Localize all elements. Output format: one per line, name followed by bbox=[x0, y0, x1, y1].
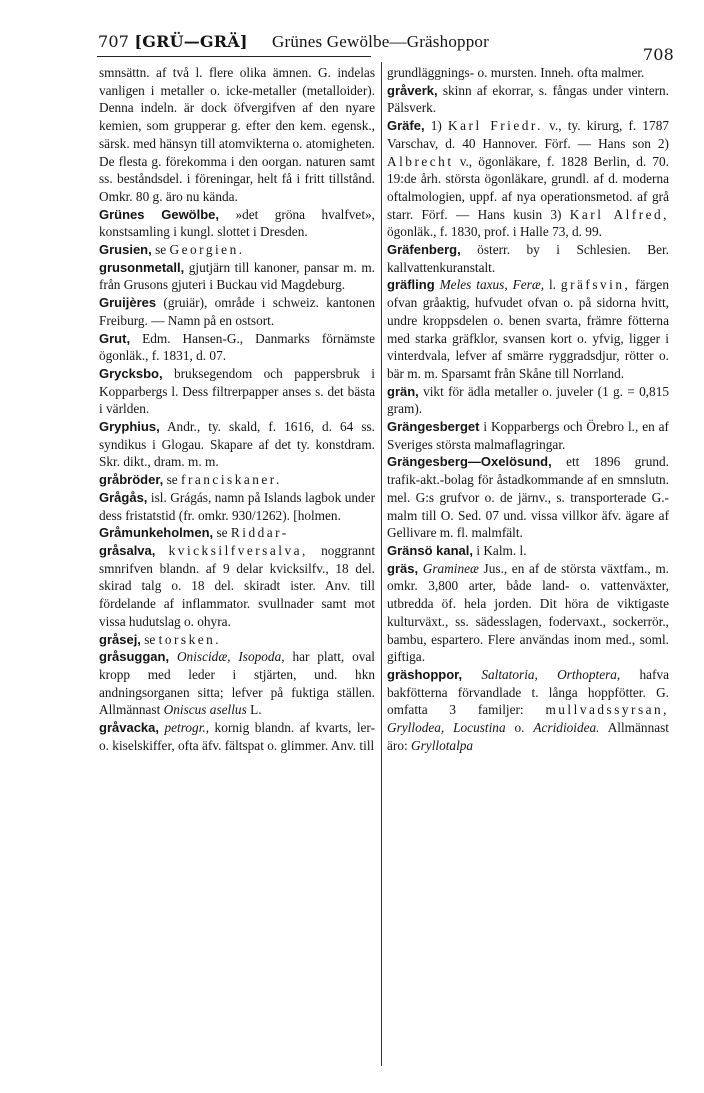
right-column bbox=[387, 64, 669, 754]
dictionary-entry bbox=[387, 383, 669, 418]
entry-text: skinn af ekorrar, s. fångas under vintern. Pälsverk. bbox=[387, 82, 669, 116]
entry-text: ett 1896 grund. trafik-akt.-bolag för åstadkommande af en smnslutn. mel. G:s grufvor o. de järnv., s. transporterade G.-malm till O. Sed. 07 und. vissa villkor äfv. ägare af Gellivare m. fl. malmfält. bbox=[387, 454, 669, 541]
dictionary-entry bbox=[99, 365, 375, 418]
dictionary-entry bbox=[387, 82, 669, 117]
entry-headword: grän, bbox=[387, 383, 419, 399]
dictionary-entry bbox=[99, 631, 375, 649]
entry-text: l. bbox=[548, 277, 556, 293]
entry-text: 1) bbox=[430, 118, 442, 134]
running-title: Grünes Gewölbe—Gräshoppor bbox=[272, 32, 489, 51]
dictionary-entry bbox=[99, 542, 375, 631]
entry-headword: gråsuggan, bbox=[99, 649, 170, 665]
entry-text: franciskaner. bbox=[181, 472, 282, 488]
dictionary-entry bbox=[99, 524, 375, 542]
dictionary-entry bbox=[387, 64, 669, 82]
dictionary-entry bbox=[387, 666, 669, 755]
dictionary-entry bbox=[99, 206, 375, 241]
entry-headword: gräfling bbox=[387, 277, 435, 293]
entry-text: gjutjärn till kanoner, pansar m. m. från Grusons gjuteri i Buckau vid Magdeburg. bbox=[99, 259, 375, 293]
page-header bbox=[0, 0, 704, 66]
dictionary-entry bbox=[99, 294, 375, 329]
entry-text: noggrannt smnrifven blandn. af 9 delar kvicksilfv., 18 del. skirad talg o. 18 del. skiradt ister. Anv. till fördelande af inflammator. svullnader samt mot vissa hudutslag o. ohyra. bbox=[99, 542, 376, 629]
dictionary-entry bbox=[99, 241, 375, 259]
dictionary-entry bbox=[99, 489, 375, 524]
entry-headword: Grut, bbox=[99, 330, 131, 346]
entry-text: Saltatoria, Orthoptera, bbox=[481, 666, 621, 682]
dictionary-entry bbox=[387, 453, 669, 542]
entry-text: Gryllodea, Locustina bbox=[387, 720, 506, 736]
dictionary-entry bbox=[99, 719, 375, 754]
entry-text: har platt, oval kropp med leder i stjärten, und. hkn andningsorganen sitta; lefver på fuktiga ställen. Allmännast bbox=[99, 649, 376, 718]
dictionary-entry bbox=[387, 560, 669, 666]
dictionary-entry bbox=[99, 418, 375, 471]
entry-text: Andr., ty. skald, f. 1616, d. 64 ss. syndikus i Glogau. Skapare af det ty. konstdram. Skr. dikt., dram. m. m. bbox=[99, 419, 375, 470]
entry-headword: gråsej, bbox=[99, 631, 141, 647]
entry-text: i Kalm. l. bbox=[476, 542, 527, 558]
entry-text: hafva bakfötterna förvandlade t. långa hoppfötter. G. omfatta 3 familjer: bbox=[387, 666, 669, 718]
entry-headword: gråverk, bbox=[387, 82, 438, 98]
entry-headword: gräshoppor, bbox=[387, 666, 463, 682]
entry-headword: Gruijères bbox=[99, 295, 157, 311]
entry-text: Karl Friedr. bbox=[448, 118, 543, 134]
entry-text: österr. by i Schlesien. Ber. kallvattenkuranstalt. bbox=[387, 242, 669, 275]
entry-text: »det gröna hvalfvet», konstsamling i kungl. slottet i Dresden. bbox=[99, 206, 375, 240]
entry-text: i Kopparbergs och Örebro l., en af Sveriges största malmaflagringar. bbox=[387, 419, 669, 452]
entry-text: se bbox=[166, 472, 178, 488]
entry-text: Oniscidæ, Isopoda, bbox=[176, 649, 285, 665]
entry-headword: Gräfenberg, bbox=[387, 242, 461, 258]
entry-text: o. bbox=[514, 720, 525, 736]
dictionary-entry bbox=[387, 276, 669, 382]
entry-text: kvicksilfversalva, bbox=[168, 542, 308, 558]
entry-headword: Grängesberg—Oxelösund, bbox=[387, 454, 552, 470]
entry-text: Gramineæ bbox=[422, 560, 479, 576]
entry-text: bruksegendom och pappersbruk i Kopparbergs l. Dess filtrerpapper anses s. det bästa i världen. bbox=[99, 365, 375, 417]
entry-text: Meles taxus, Feræ, bbox=[439, 277, 545, 293]
left-page-number: 707 bbox=[98, 32, 130, 51]
entry-text: se bbox=[144, 631, 156, 647]
entry-text: Allmännast äro: bbox=[387, 720, 669, 753]
dictionary-entry bbox=[387, 542, 669, 560]
entry-text: smnsättn. af två l. flere olika ämnen. G. indelas vanligen i metaller o. icke-metaller (metalloider). Denna indeln. är dock öfvergifven af den nyare kemien, som grupperar g. efter den kem. egensk., särsk. med hänsyn till atomvikterna o. atomigheten. De flesta g. förekomma i den oorgan. naturen samt ss. beståndsdel. i föreningar, helt få i fritt tillstånd. Omkr. 80 g. äro nu kända. bbox=[99, 65, 375, 204]
entry-text: v., ögonläkare, f. 1828 Berlin, d. 70. 19:de årh. största ögonläkare, grundl. af d. moderna oftalmologien, uppf. af nya operationsmetod. af grå starr. Förf. — Hans kusin 3) bbox=[387, 153, 669, 222]
entry-text: se bbox=[155, 242, 167, 258]
entry-text: Oniscus asellus bbox=[163, 702, 247, 718]
entry-text: vikt för ädla metaller o. juveler (1 g. = 0,815 gram). bbox=[387, 383, 669, 417]
entry-headword: Grünes Gewölbe, bbox=[99, 206, 220, 222]
entry-text: mullvadssyrsan, bbox=[545, 702, 669, 718]
entry-headword: gråbröder, bbox=[99, 472, 164, 488]
dictionary-entry bbox=[99, 64, 375, 206]
entry-headword: Gråmunkeholmen, bbox=[99, 525, 214, 541]
entry-text: kornig blandn. af kvarts, ler- o. kiselskiffer, ofta äfv. fältspat o. glimmer. Anv. till bbox=[99, 720, 376, 753]
dictionary-entry bbox=[99, 471, 375, 489]
entry-text: gräfsvin, bbox=[560, 277, 631, 293]
entry-text: petrogr., bbox=[164, 720, 210, 736]
entry-text: Jus., en af de största växtfam., m. omkr. 3,800 arter, både land- o. vattenväxter, utbredda öf. hela jorden. Dit höra de viktigaste kulturväxt., ss. sädesslagen, fodervaxt., sockerrör., bambu, espartero. Flere användas inom med., soml. giftiga. bbox=[387, 560, 669, 665]
entry-headword: grusonmetall, bbox=[99, 259, 185, 275]
entry-text: ögonläk., f. 1830, prof. i Halle 73, d. 99. bbox=[387, 224, 602, 240]
dictionary-entry bbox=[99, 259, 375, 294]
entry-text: Gryllotalpa bbox=[411, 737, 474, 753]
entry-text: v., ty. kirurg, f. 1787 Varschav, d. 40 Hannover. Förf. — Hans son 2) bbox=[387, 118, 670, 151]
dictionary-entry bbox=[387, 418, 669, 453]
dictionary-entry bbox=[99, 648, 375, 719]
left-range: [GRÜ—GRÄ] bbox=[134, 32, 248, 51]
entry-text: Georgien. bbox=[169, 242, 245, 258]
entry-text: Riddar- bbox=[230, 525, 289, 541]
entry-headword: Gräfe, bbox=[387, 118, 425, 134]
entry-text: isl. Grágás, namn på Islands lagbok under dess fristatstid (fr. omkr. 930/1262). [holmen. bbox=[99, 489, 375, 523]
entry-text: grundläggnings- o. mursten. Inneh. ofta malmer. bbox=[387, 65, 645, 80]
entry-text: L. bbox=[250, 702, 262, 718]
column-divider bbox=[381, 62, 382, 1066]
entry-text: Karl Alfred, bbox=[569, 206, 670, 222]
dictionary-entry bbox=[387, 241, 669, 276]
entry-headword: gräs, bbox=[387, 560, 419, 576]
entry-text: Edm. Hansen-G., Danmarks förnämste ögonläk., f. 1831, d. 07. bbox=[99, 330, 375, 364]
entry-headword: Grycksbo, bbox=[99, 365, 163, 381]
entry-text: Albrecht bbox=[387, 153, 454, 169]
entry-headword: Grusien, bbox=[99, 242, 152, 258]
right-page-number: 708 bbox=[642, 45, 674, 64]
entry-headword: Grågås, bbox=[99, 489, 148, 505]
entry-headword: gråsalva, bbox=[99, 542, 156, 558]
dictionary-entry bbox=[387, 117, 669, 241]
entry-headword: Gränsö kanal, bbox=[387, 542, 473, 558]
entry-headword: gråvacka, bbox=[99, 720, 159, 736]
left-column bbox=[99, 64, 375, 754]
entry-text: (gruiär), område i schweiz. kantonen Freiburg. — Namn på en ostsort. bbox=[99, 295, 375, 328]
left-page-header bbox=[98, 32, 248, 52]
entry-text: se bbox=[216, 525, 228, 541]
entry-text: torsken. bbox=[158, 631, 222, 647]
entry-headword: Grängesberget bbox=[387, 419, 480, 435]
entry-text: Acridioidea. bbox=[533, 720, 600, 736]
dictionary-entry bbox=[99, 330, 375, 365]
entry-headword: Gryphius, bbox=[99, 419, 160, 435]
entry-text: färgen ofvan gråaktig, hufvudet ofvan o. på sidorna hvitt, undre kroppsdelen o. benen svarta, främre fötterna med starka gräfklor, svansen kort o. yfvig, ligger i vinterdvala, lefver af smärre ryggradsdjur, rötter o. bär m. m. Sparsamt från Skåne till Norrland. bbox=[387, 277, 669, 381]
header-rule bbox=[97, 56, 371, 57]
